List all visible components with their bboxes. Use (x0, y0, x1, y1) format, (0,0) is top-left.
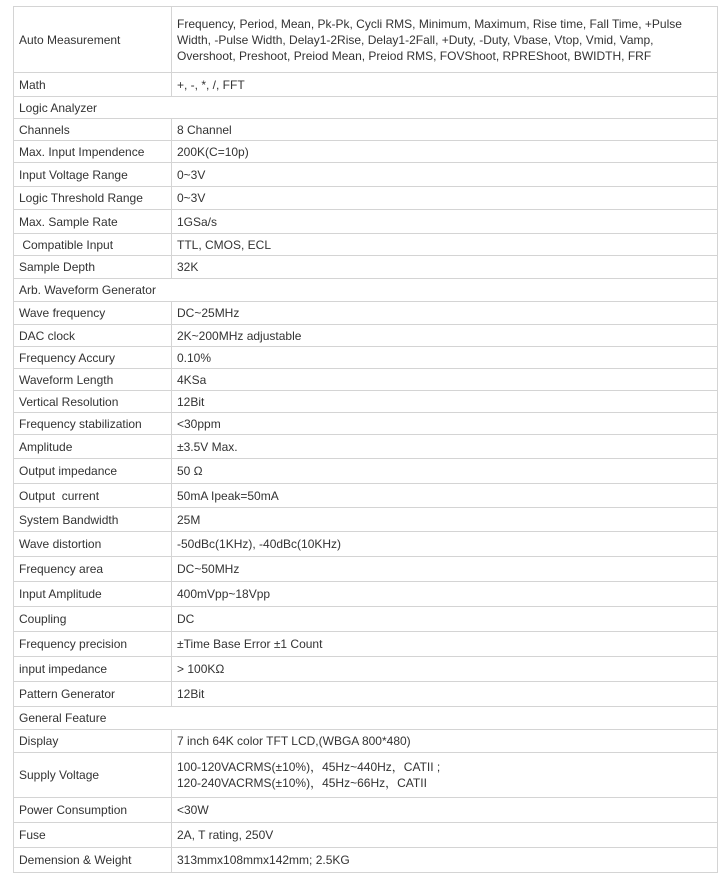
spec-row-vertical-resolution (14, 391, 718, 413)
spec-label: Channels (14, 119, 172, 141)
spec-value-cell (172, 302, 718, 325)
spec-value-line-2: 120-240VACRMS(±10%)，45Hz~66Hz，CATII (177, 776, 427, 790)
section-row-logic-analyzer (14, 97, 718, 119)
spec-value: > 100KΩ (177, 662, 225, 676)
spec-row-coupling (14, 607, 718, 632)
spec-value: 0~3V (177, 167, 206, 182)
spec-value-cell (172, 508, 718, 532)
spec-row-power-consumption (14, 798, 718, 823)
spec-label: Fuse (14, 823, 172, 848)
spec-value: 2A, T rating, 250V (177, 828, 274, 842)
spec-value-cell (172, 730, 718, 753)
spec-value-cell (172, 256, 718, 279)
spec-value-cell (172, 187, 718, 210)
spec-value-cell (172, 459, 718, 484)
spec-value: 200K(C=10p) (177, 144, 249, 159)
spec-value: 1GSa/s (177, 214, 218, 229)
spec-label: Input Voltage Range (14, 163, 172, 187)
spec-label: Display (14, 730, 172, 753)
spec-label: Vertical Resolution (14, 391, 172, 413)
spec-row-dac-clock (14, 325, 718, 347)
spec-row-waveform-length (14, 369, 718, 391)
spec-label: Amplitude (14, 435, 172, 459)
spec-value: 7 inch 64K color TFT LCD,(WBGA 800*480) (177, 734, 411, 748)
spec-value: DC (177, 612, 195, 626)
spec-label: Auto Measurement (14, 7, 172, 73)
spec-value: <30ppm (177, 416, 221, 431)
spec-label: Demension & Weight (14, 848, 172, 873)
spec-value: 50mA Ipeak=50mA (177, 488, 279, 503)
spec-row-frequency-area (14, 557, 718, 582)
spec-value-cell (172, 557, 718, 582)
spec-value: 2K~200MHz adjustable (177, 328, 302, 343)
spec-value: 313mmx108mmx142mm; 2.5KG (177, 853, 350, 867)
spec-value-cell (172, 532, 718, 557)
spec-row-fuse (14, 823, 718, 848)
spec-value: 12Bit (177, 394, 205, 409)
spec-value: 0.10% (177, 350, 212, 365)
spec-row-demension-weight (14, 848, 718, 873)
spec-row-output-impedance (14, 459, 718, 484)
spec-row-max-input-impendence (14, 141, 718, 163)
spec-label: Logic Threshold Range (14, 187, 172, 210)
spec-value-cell (172, 325, 718, 347)
spec-row-input-impedance (14, 657, 718, 682)
spec-row-display (14, 730, 718, 753)
spec-label: Supply Voltage (14, 753, 172, 798)
spec-row-logic-threshold-range (14, 187, 718, 210)
spec-row-frequency-precision (14, 632, 718, 657)
spec-value: +, -, *, /, FFT (177, 77, 245, 92)
spec-label: Output impedance (14, 459, 172, 484)
spec-row-compatible-input (14, 234, 718, 256)
section-row-general-feature (14, 707, 718, 730)
spec-value-cell (172, 7, 718, 73)
spec-label: Sample Depth (14, 256, 172, 279)
spec-value-cell (172, 484, 718, 508)
spec-value-cell (172, 753, 718, 798)
spec-value: 100-120VACRMS(±10%)，45Hz~440Hz，CATII ; (177, 760, 441, 774)
spec-label: DAC clock (14, 325, 172, 347)
spec-label: System Bandwidth (14, 508, 172, 532)
spec-value: DC~25MHz (177, 306, 240, 320)
spec-value-cell (172, 141, 718, 163)
spec-label: Waveform Length (14, 369, 172, 391)
spec-row-input-voltage-range (14, 163, 718, 187)
spec-value-cell (172, 607, 718, 632)
spec-value: -50dBc(1KHz), -40dBc(10KHz) (177, 537, 342, 551)
spec-label: Wave frequency (14, 302, 172, 325)
spec-row-pattern-generator (14, 682, 718, 707)
spec-value: ±3.5V Max. (177, 439, 238, 454)
spec-table (13, 6, 718, 873)
spec-value-cell (172, 347, 718, 369)
section-heading: General Feature (14, 707, 718, 730)
spec-label: Wave distortion (14, 532, 172, 557)
spec-row-amplitude (14, 435, 718, 459)
spec-value: 0~3V (177, 191, 206, 205)
spec-value: 25M (177, 512, 201, 527)
spec-value-cell (172, 798, 718, 823)
spec-label: Frequency area (14, 557, 172, 582)
spec-row-max-sample-rate (14, 210, 718, 234)
spec-label: Input Amplitude (14, 582, 172, 607)
spec-value-cell (172, 369, 718, 391)
spec-label: Pattern Generator (14, 682, 172, 707)
spec-value-cell (172, 234, 718, 256)
spec-value: 32K (177, 260, 199, 274)
spec-value-cell (172, 391, 718, 413)
spec-value-cell (172, 73, 718, 97)
spec-value-cell (172, 435, 718, 459)
spec-value: 12Bit (177, 687, 205, 701)
spec-value-cell (172, 163, 718, 187)
spec-value: Frequency, Period, Mean, Pk-Pk, Cycli RMS, Minimum, Maximum, Rise time, Fall Time, +Pulse Width, -Pulse Width, Delay1-2Rise, Delay1-2Fall, +Duty, -Duty, Vbase, Vtop, Vmid, Vamp, Overshoot, Preshoot, Preiod Mean, Preiod RMS, FOVShoot, RPREShoot, BWIDTH, FRF (177, 16, 682, 63)
spec-value: TTL, CMOS, ECL (177, 237, 272, 252)
spec-label: Math (14, 73, 172, 97)
spec-label: Max. Sample Rate (14, 210, 172, 234)
spec-label: Power Consumption (14, 798, 172, 823)
spec-row-frequency-stabilization (14, 413, 718, 435)
spec-value: DC~50MHz (177, 562, 240, 576)
spec-value: 8 Channel (177, 122, 232, 137)
spec-label: Coupling (14, 607, 172, 632)
spec-row-output-current (14, 484, 718, 508)
spec-value-cell (172, 119, 718, 141)
spec-row-channels (14, 119, 718, 141)
spec-row-wave-frequency (14, 302, 718, 325)
spec-value-cell (172, 413, 718, 435)
spec-row-supply-voltage (14, 753, 718, 798)
spec-value-cell (172, 848, 718, 873)
spec-row-auto-measurement (14, 7, 718, 73)
spec-label: Frequency precision (14, 632, 172, 657)
spec-row-math (14, 73, 718, 97)
spec-label: Max. Input Impendence (14, 141, 172, 163)
spec-value: <30W (177, 803, 209, 817)
spec-label: Output current (14, 484, 172, 508)
section-row-arb-waveform-generator (14, 279, 718, 302)
spec-label: Frequency Accury (14, 347, 172, 369)
spec-value-cell (172, 210, 718, 234)
spec-value-cell (172, 582, 718, 607)
spec-row-frequency-accury (14, 347, 718, 369)
spec-value-cell (172, 632, 718, 657)
spec-value-cell (172, 682, 718, 707)
spec-row-wave-distortion (14, 532, 718, 557)
spec-value-cell (172, 657, 718, 682)
spec-row-input-amplitude (14, 582, 718, 607)
spec-value: 4KSa (177, 372, 207, 387)
spec-label: Compatible Input (14, 234, 172, 256)
spec-value: ±Time Base Error ±1 Count (177, 637, 323, 651)
spec-value: 50 Ω (177, 464, 203, 478)
section-heading: Arb. Waveform Generator (14, 279, 718, 302)
spec-label: input impedance (14, 657, 172, 682)
spec-label: Frequency stabilization (14, 413, 172, 435)
spec-value-cell (172, 823, 718, 848)
spec-row-sample-depth (14, 256, 718, 279)
section-heading: Logic Analyzer (14, 97, 718, 119)
spec-row-system-bandwidth (14, 508, 718, 532)
spec-table-body (14, 7, 718, 873)
spec-value: 400mVpp~18Vpp (177, 587, 271, 601)
